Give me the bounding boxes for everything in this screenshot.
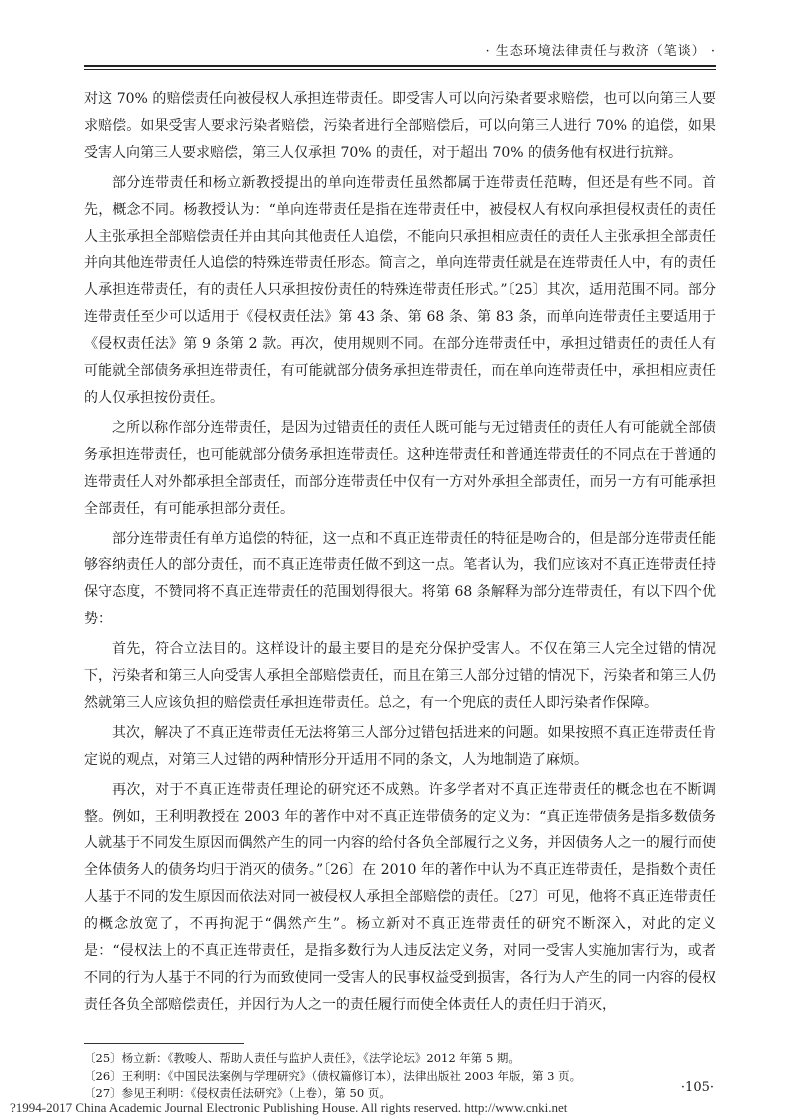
paragraph: 对这 70% 的赔偿责任向被侵权人承担连带责任。即受害人可以向污染者要求赔偿，也可以向第三人要求赔偿。如果受害人要求污染者赔偿，污染者进行全部赔偿后，可以向第三人进行 70% 的追偿，如果受害人向第三人要求赔偿，第三人仅承担 70% 的责任，对于超出 70% 的债务他有权进行抗辩。	[84, 91, 716, 161]
paragraph: 部分连带责任和杨立新教授提出的单向连带责任虽然都属于连带责任范畴，但还是有些不同。首先，概念不同。杨教授认为：“单向连带责任是指在连带责任中，被侵权人有权向承担侵权责任的责任人主张承担全部赔偿责任并由其向其他责任人追偿，不能向只承担相应责任的责任人主张承担全部责任并向其他连带责任人追偿的特殊连带责任形态。简言之，单向连带责任就是在连带责任人中，有的责任人承担连带责任，有的责任人只承担按份责任的特殊连带责任形式。”〔25〕其次，适用范围不同。部分连带责任至少可以适用于《侵权责任法》第 43 条、第 68 条、第 83 条，而单向连带责任主要适用于《侵权责任法》第 9 条第 2 款。再次，使用规则不同。在部分连带责任中，承担过错责任的责任人有可能就全部债务承担连带责任，有可能就部分债务承担连带责任，而在单向连带责任中，承担相应责任的人仅承担按份责任。	[84, 174, 716, 406]
paragraph: 部分连带责任有单方追偿的特征，这一点和不真正连带责任的特征是吻合的，但是部分连带责任能够容纳责任人的部分责任，而不真正连带责任做不到这一点。笔者认为，我们应该对不真正连带责任持保守态度，不赞同将不真正连带责任的范围划得很大。将第 68 条解释为部分连带责任，有以下四个优势：	[84, 530, 716, 628]
footnote: 〔26〕王利明：《中国民法案例与学理研究》（债权篇修订本），法律出版社 2003 年版，第 3 页。	[84, 1068, 582, 1083]
header-rule	[84, 65, 716, 70]
page-number: ·105·	[680, 1080, 714, 1095]
article-body	[84, 86, 716, 1019]
footnote: 〔25〕杨立新：《教唆人、帮助人责任与监护人责任》，《法学论坛》2012 年第 5 期。	[84, 1051, 520, 1065]
paragraph: 其次，解决了不真正连带责任无法将第三人部分过错包括进来的问题。如果按照不真正连带责任肯定说的观点，对第三人过错的两种情形分开适用不同的条文，人为地制造了麻烦。	[84, 724, 716, 768]
footnote: 〔27〕参见王利明：《侵权责任法研究》（上卷），第 50 页。	[84, 1086, 391, 1100]
paragraph: 首先，符合立法目的。这样设计的最主要目的是充分保护受害人。不仅在第三人完全过错的情况下，污染者和第三人向受害人承担全部赔偿责任，而且在第三人部分过错的情况下，污染者和第三人仍然就第三人应该负担的赔偿责任承担连带责任。总之，有一个兜底的责任人即污染者作保障。	[84, 641, 716, 711]
footnotes	[84, 1050, 716, 1103]
paragraph: 再次，对于不真正连带责任理论的研究还不成熟。许多学者对不真正连带责任的概念也在不断调整。例如，王利明教授在 2003 年的著作中对不真正连带债务的定义为：“真正连带债务是指多数债务人就基于不同发生原因而偶然产生的同一内容的给付各负全部履行之义务，并因债务人之一的履行而使全体债务人的债务均归于消灭的债务。”〔26〕在 2010 年的著作中认为不真正连带责任，是指数个责任人基于不同的发生原因而依法对同一被侵权人承担全部赔偿的责任。〔27〕可见，他将不真正连带责任的概念放宽了，不再拘泥于“偶然产生”。杨立新对不真正连带责任的研究不断深入，对此的定义是：“侵权法上的不真正连带责任，是指多数行为人违反法定义务，对同一受害人实施加害行为，或者不同的行为人基于不同的行为而致使同一受害人的民事权益受到损害，各行为人产生的同一内容的侵权责任各负全部赔偿责任，并因行为人之一的责任履行而使全体责任人的责任归于消灭，	[84, 781, 716, 1013]
copyright-footer: ?1994-2017 China Academic Journal Electronic Publishing House. All rights reserved. http://www.cnki.net	[10, 1100, 568, 1115]
running-header: · 生态环境法律责任与救济（笔谈） ·	[485, 44, 716, 59]
paragraph: 之所以称作部分连带责任，是因为过错责任的责任人既可能与无过错责任的责任人有可能就全部债务承担连带责任，也可能就部分债务承担连带责任。这种连带责任和普通连带责任的不同点在于普通的连带责任人对外都承担全部责任，而部分连带责任中仅有一方对外承担全部责任，而另一方有可能承担全部责任，有可能承担部分责任。	[84, 419, 716, 517]
footnote-rule	[84, 1043, 244, 1044]
